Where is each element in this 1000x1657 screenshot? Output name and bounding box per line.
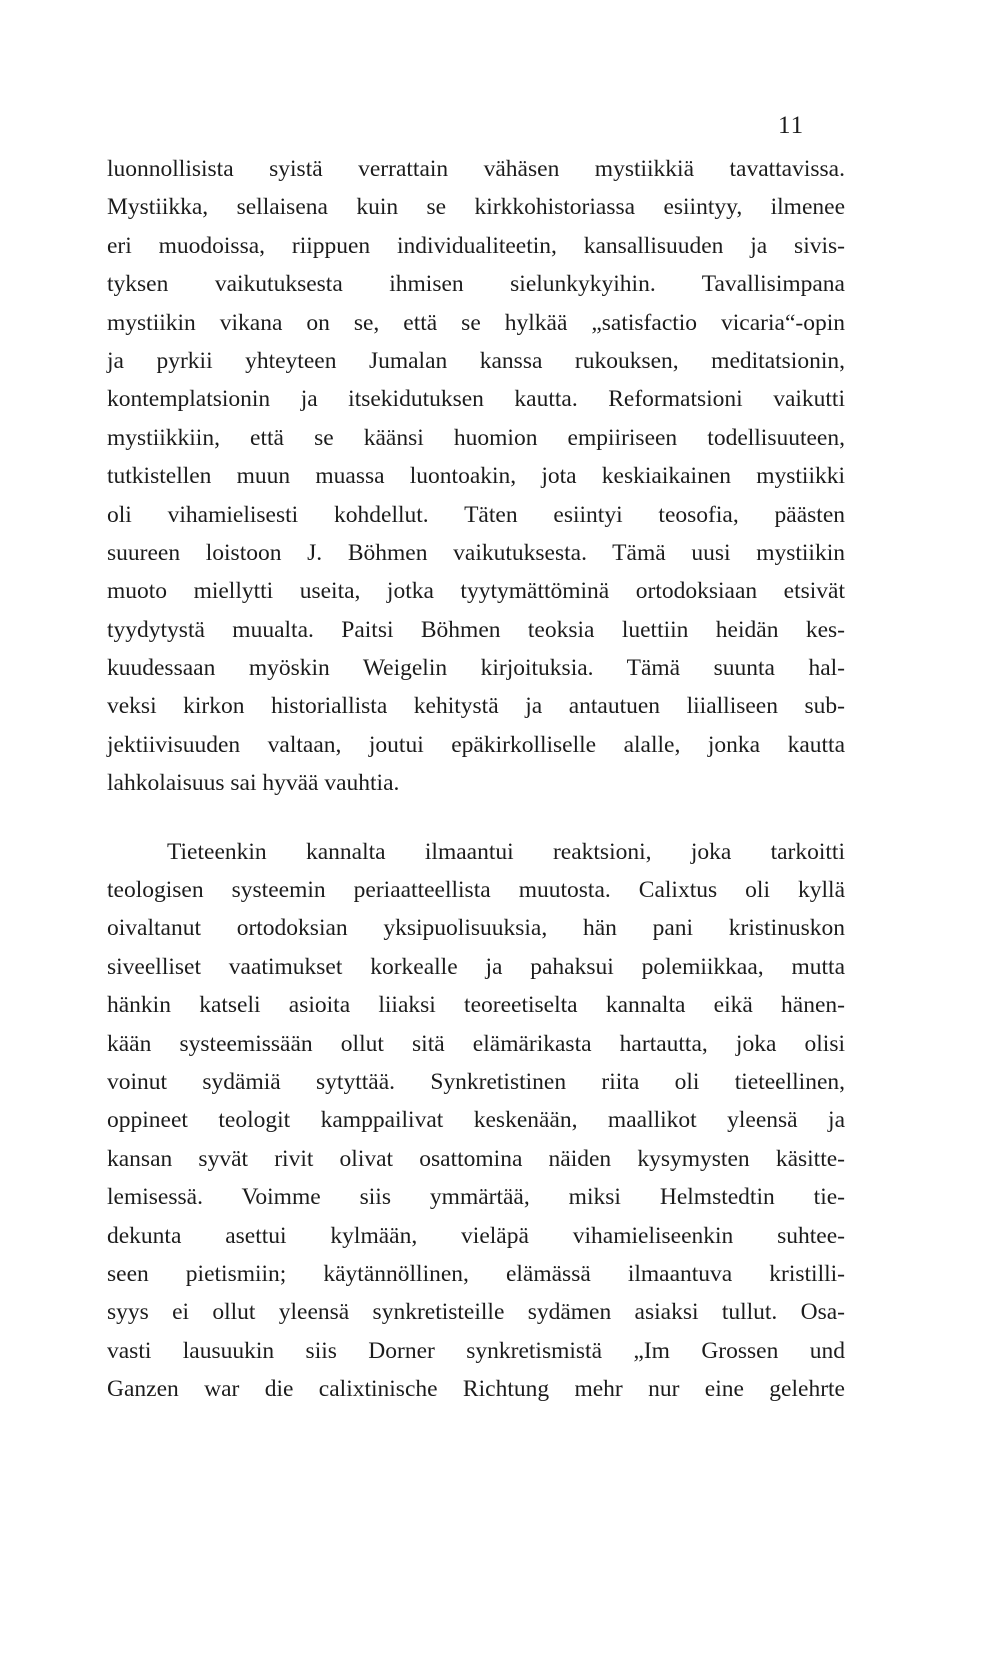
text-line: oivaltanut ortodoksian yksipuolisuuksia, hän pani kristinuskon bbox=[107, 915, 845, 942]
text-line: kontemplatsionin ja itsekidutuksen kautta. Reformatsioni vaikutti bbox=[107, 386, 845, 413]
paragraph-calixtus bbox=[107, 833, 845, 1409]
text-line: teologisen systeemin periaatteellista muutosta. Calixtus oli kyllä bbox=[107, 877, 845, 904]
text-line: siveelliset vaatimukset korkealle ja pahaksui polemiikkaa, mutta bbox=[107, 953, 845, 980]
text-line: muoto miellytti useita, jotka tyytymättöminä ortodoksiaan etsivät bbox=[107, 578, 845, 605]
text-line: veksi kirkon historiallista kehitystä ja antautuen liialliseen sub- bbox=[107, 693, 845, 720]
text-line: kään systeemissään ollut sitä elämärikasta hartautta, joka olisi bbox=[107, 1030, 845, 1057]
text-line: kuudessaan myöskin Weigelin kirjoituksia. Tämä suunta hal- bbox=[107, 655, 845, 682]
page-number: 11 bbox=[778, 112, 805, 139]
text-line: tyydytystä muualta. Paitsi Böhmen teoksia luettiin heidän kes- bbox=[107, 616, 845, 643]
text-line: Ganzen war die calixtinische Richtung mehr nur eine gelehrte bbox=[107, 1376, 845, 1403]
text-line: Mystiikka, sellaisena kuin se kirkkohistoriassa esiintyy, ilmenee bbox=[107, 194, 845, 221]
text-line: dekunta asettui kylmään, vieläpä vihamieliseenkin suhtee- bbox=[107, 1222, 845, 1249]
text-line: vasti lausuukin siis Dorner synkretismistä „Im Grossen und bbox=[107, 1337, 845, 1364]
text-line: ja pyrkii yhteyteen Jumalan kanssa rukouksen, meditatsionin, bbox=[107, 347, 845, 374]
text-line: voinut sydämiä sytyttää. Synkretistinen riita oli tieteellinen, bbox=[107, 1068, 845, 1095]
text-line: jektiivisuuden valtaan, joutui epäkirkolliselle alalle, jonka kautta bbox=[107, 731, 845, 758]
text-line: oppineet teologit kamppailivat keskenään, maallikot yleensä ja bbox=[107, 1107, 845, 1134]
text-line: syys ei ollut yleensä synkretisteille sydämen asiaksi tullut. Osa- bbox=[107, 1299, 845, 1326]
text-line: oli vihamielisesti kohdellut. Täten esiintyi teosofia, päästen bbox=[107, 501, 845, 528]
text-line: tyksen vaikutuksesta ihmisen sielunkykyihin. Tavallisimpana bbox=[107, 271, 845, 298]
text-line: mystiikin vikana on se, että se hylkää „satisfactio vicaria“-opin bbox=[107, 309, 845, 336]
paragraph-mysticism bbox=[107, 150, 845, 803]
text-line: Tieteenkin kannalta ilmaantui reaktsioni, joka tarkoitti bbox=[167, 838, 845, 865]
text-line: kansan syvät rivit olivat osattomina näiden kysymysten käsitte- bbox=[107, 1145, 845, 1172]
text-line: eri muodoissa, riippuen individualiteetin, kansallisuuden ja sivis- bbox=[107, 232, 845, 259]
body-text bbox=[107, 150, 845, 1409]
text-line: suureen loistoon J. Böhmen vaikutuksesta. Tämä uusi mystiikin bbox=[107, 539, 845, 566]
text-line: seen pietismiin; käytännöllinen, elämässä ilmaantuva kristilli- bbox=[107, 1260, 845, 1287]
text-line: luonnollisista syistä verrattain vähäsen mystiikkiä tavattavissa. bbox=[107, 156, 845, 182]
text-line: tutkistellen muun muassa luontoakin, jota keskiaikainen mystiikki bbox=[107, 463, 845, 490]
text-line: lemisessä. Voimme siis ymmärtää, miksi Helmstedtin tie- bbox=[107, 1184, 845, 1211]
text-line: hänkin katseli asioita liiaksi teoreetiselta kannalta eikä hänen- bbox=[107, 992, 845, 1019]
text-line: mystiikkiin, että se käänsi huomion empiiriseen todellisuuteen, bbox=[107, 424, 845, 451]
text-line: lahkolaisuus sai hyvää vauhtia. bbox=[107, 770, 400, 797]
